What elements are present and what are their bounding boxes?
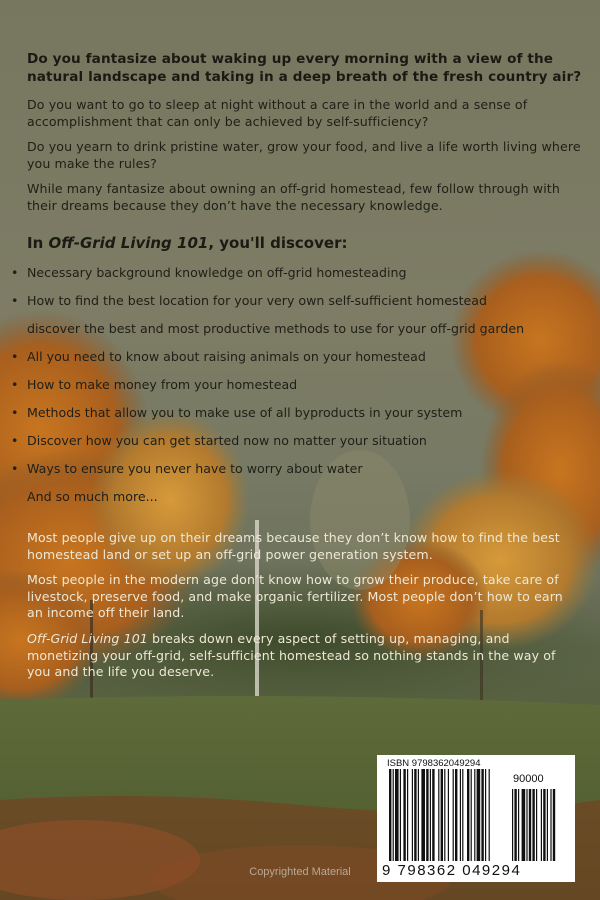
bullet-icon: • [11, 377, 19, 392]
discover-heading [27, 234, 347, 252]
barcode-bar [462, 769, 463, 861]
list-item [11, 349, 426, 364]
barcode-bar [489, 769, 490, 861]
barcode-bar [412, 769, 413, 861]
barcode-bar [395, 769, 399, 861]
bullet-icon: • [11, 433, 19, 448]
barcode-bar [421, 769, 425, 861]
price-barcode-bar [550, 789, 551, 861]
bullet-icon: • [11, 349, 19, 364]
price-barcode-bar [541, 789, 542, 861]
barcode-bar [441, 769, 443, 861]
list-item-text: Discover how you can get started now no matter your situation [27, 433, 427, 448]
bullet-icon: • [11, 461, 19, 476]
closing-paragraph-3-rest: breaks down every aspect of setting up, managing, and monetizing your off-grid, self-sufficient homestead so nothing stands in the way of you and the life you deserve. [27, 631, 556, 679]
barcode-bar [477, 769, 481, 861]
barcode-bar [407, 769, 408, 861]
barcode-bar [426, 769, 428, 861]
list-item-text: Methods that allow you to make use of all byproducts in your system [27, 405, 463, 420]
barcode-bar [414, 769, 416, 861]
barcode-bar [485, 769, 486, 861]
barcode-bar [418, 769, 419, 861]
closing-book-title: Off-Grid Living 101 [27, 631, 148, 646]
closing-paragraph-2: Most people in the modern age don’t know how to grow their produce, take care of livestock, preserve food, and make organic fertilizer. Most people don’t how to earn an income off their land. [27, 572, 563, 620]
barcode-bar [438, 769, 439, 861]
heading-lead-out: , you'll discover: [208, 234, 348, 252]
isbn-digits: 9 798362 049294 [382, 862, 522, 879]
price-barcode-bar [529, 789, 531, 861]
barcode-bar [444, 769, 445, 861]
bullet-icon: • [11, 265, 19, 280]
price-barcode-bar [526, 789, 527, 861]
list-item-text: How to find the best location for your very own self-sufficient homestead [27, 293, 487, 308]
list-item-text: Necessary background knowledge on off-grid homesteading [27, 265, 407, 280]
copyright-watermark: Copyrighted Material [249, 866, 351, 878]
list-item-text: discover the best and most productive methods to use for your off-grid garden [27, 321, 525, 336]
intro-question-2: Do you want to go to sleep at night without a care in the world and a sense of accomplishment that can only be achieved by self-sufficiency? [27, 97, 528, 129]
price-barcode-bar [553, 789, 555, 861]
barcode-bar [430, 769, 431, 861]
isbn-label: ISBN 9798362049294 [387, 758, 481, 769]
list-item [11, 293, 487, 308]
list-item-text: And so much more... [27, 489, 158, 504]
list-item-text: How to make money from your homestead [27, 377, 298, 392]
price-barcode-bar [532, 789, 534, 861]
closing-paragraph-1: Most people give up on their dreams because they don’t know how to find the best homestead land or set up an off-grid power generation system. [27, 530, 560, 562]
price-barcode-bar [522, 789, 526, 861]
barcode-bar [481, 769, 483, 861]
price-barcode-bar [514, 789, 516, 861]
list-item [27, 489, 158, 504]
price-barcode-bar [512, 789, 513, 861]
barcode-bar [389, 769, 391, 861]
barcode-bar [460, 769, 461, 861]
list-item-text: All you need to know about raising animals on your homestead [27, 349, 426, 364]
list-item [11, 265, 407, 280]
intro-question-3: Do you yearn to drink pristine water, grow your food, and live a life worth living where you make the rules? [27, 139, 581, 171]
list-item [11, 433, 427, 448]
heading-lead-in: In [27, 234, 49, 252]
list-item [11, 377, 298, 392]
barcode-bar [455, 769, 457, 861]
barcode-bar [467, 769, 469, 861]
price-barcode-bar [518, 789, 519, 861]
bullet-icon: • [11, 405, 19, 420]
price-barcode-bar [547, 789, 548, 861]
list-item [27, 321, 524, 336]
bullet-icon: • [11, 293, 19, 308]
barcode-bar [474, 769, 475, 861]
barcode-bar [453, 769, 454, 861]
list-item [11, 461, 363, 476]
list-item-text: Ways to ensure you never have to worry about water [27, 461, 363, 476]
price-code: 90000 [513, 773, 544, 785]
intro-question-1: Do you fantasize about waking up every morning with a view of the natural landscape and taking in a deep breath of the fresh country air? [27, 51, 582, 85]
intro-statement: While many fantasize about owning an off-grid homestead, few follow through with their dreams because they don’t have the necessary knowledge. [27, 181, 560, 213]
price-barcode-bar [543, 789, 545, 861]
closing-paragraph-3 [27, 631, 582, 681]
barcode-bar [403, 769, 405, 861]
barcode-bar [400, 769, 401, 861]
isbn-barcode-box [377, 755, 575, 882]
heading-book-title: Off-Grid Living 101 [48, 234, 209, 252]
barcode-bar [448, 769, 449, 861]
price-barcode-bar [536, 789, 537, 861]
barcode-bar [393, 769, 394, 861]
barcode-bar [432, 769, 434, 861]
list-item [11, 405, 463, 420]
barcode-bar [471, 769, 472, 861]
